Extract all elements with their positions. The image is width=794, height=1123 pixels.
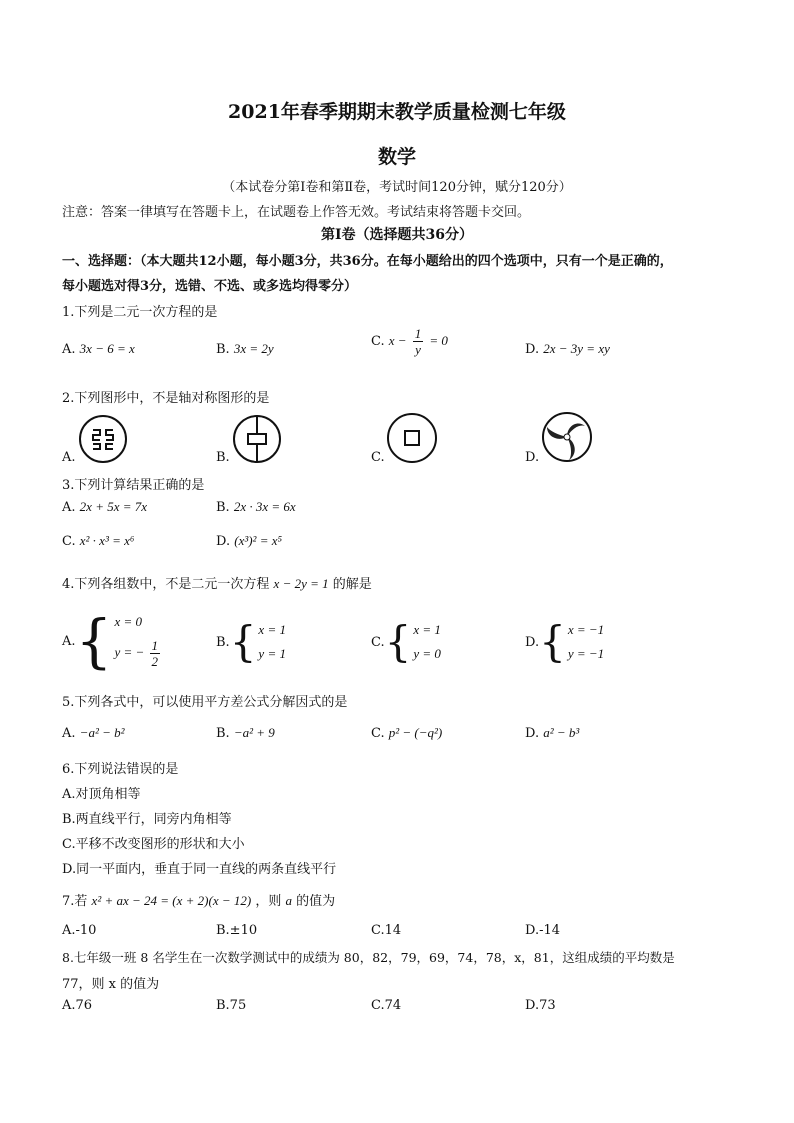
- q5-option-d: [525, 725, 579, 741]
- q1-b-label: B.: [216, 342, 230, 357]
- q7-option-c: C.14: [371, 923, 402, 938]
- q4-stem: [62, 573, 372, 592]
- q1-a-label: A.: [62, 342, 76, 357]
- q1-stem: 1.下列是二元一次方程的是: [62, 305, 218, 320]
- q6-option-d: D.同一平面内，垂直于同一直线的两条直线平行: [62, 862, 337, 877]
- q7-stem: [62, 890, 335, 909]
- q4-a-label: A.: [62, 633, 76, 649]
- q4-stem-pre: 4.下列各组数中，不是二元一次方程: [62, 577, 270, 592]
- q1-d-label: D.: [525, 342, 540, 357]
- notice-text: 注意：答案一律填写在答题卡上，在试题卷上作答无效。考试结束将答题卡交回。: [62, 205, 531, 220]
- q5-a-label: A.: [62, 726, 76, 741]
- q4-stem-eq: x − 2y = 1: [273, 576, 329, 591]
- q5-stem: 5.下列各式中，可以使用平方差公式分解因式的是: [62, 695, 348, 710]
- q3-option-b: [216, 499, 296, 515]
- q8-option-a: A.76: [62, 998, 93, 1013]
- q6-option-a: A.对顶角相等: [62, 787, 141, 802]
- q5-b-label: B.: [216, 726, 230, 741]
- q3-b-label: B.: [216, 500, 230, 515]
- q3-a-expr: 2x + 5x = 7x: [79, 499, 148, 514]
- q5-option-c: [371, 725, 442, 741]
- q2-b-label: B.: [216, 450, 230, 465]
- q2-stem: 2.下列图形中，不是轴对称图形的是: [62, 391, 270, 406]
- swirl-pinwheel-icon: [540, 410, 594, 464]
- q8-stem-line2: 77，则 x 的值为: [62, 977, 160, 992]
- q1-d-expr: 2x − 3y = xy: [543, 341, 610, 356]
- q7-option-a: A.-10: [62, 923, 97, 938]
- q4-a-line1: x = 0: [114, 613, 142, 629]
- q4-c-line2: y = 0: [413, 646, 441, 661]
- q8-option-d: D.73: [525, 998, 556, 1013]
- q2-c-label: C.: [371, 450, 385, 465]
- q5-d-label: D.: [525, 726, 540, 741]
- q1-c-denominator: y: [415, 342, 421, 357]
- q7-option-b: B.±10: [216, 923, 258, 938]
- q4-d-line2: y = −1: [567, 646, 605, 661]
- q3-option-d: [216, 533, 282, 549]
- subject-title: 数学: [377, 146, 416, 168]
- q4-stem-post: 的解是: [332, 577, 372, 592]
- q8-option-c: C.74: [371, 998, 402, 1013]
- q3-c-label: C.: [62, 534, 76, 549]
- coin-square-hole-icon: [386, 412, 438, 464]
- q5-c-label: C.: [371, 726, 385, 741]
- q6-option-b: B.两直线平行，同旁内角相等: [62, 812, 232, 827]
- q1-option-c: [371, 326, 448, 357]
- q3-d-expr: (x³)² = x⁵: [234, 533, 283, 548]
- q3-c-expr: x² · x³ = x⁶: [79, 533, 135, 548]
- q5-option-b: [216, 725, 275, 741]
- q4-b-label: B.: [216, 634, 230, 650]
- q5-d-expr: a² − b³: [543, 725, 580, 740]
- q4-option-d: D. { x = −1 y = −1: [525, 617, 605, 666]
- q4-option-b: B. { x = 1 y = 1: [216, 617, 286, 666]
- q6-option-c: C.平移不改变图形的形状和大小: [62, 837, 245, 852]
- q4-a-line2: y = − $\frac{1}{2}$: [114, 637, 159, 669]
- q5-option-a: [62, 725, 125, 741]
- q1-c-post: = 0: [429, 333, 448, 348]
- q1-c-label: C.: [371, 334, 385, 349]
- q2-a-label: A.: [62, 450, 76, 465]
- q3-b-expr: 2x · 3x = 6x: [233, 499, 296, 514]
- q4-b-line2: y = 1: [258, 646, 286, 661]
- q7-stem-eq: x² + ax − 24 = (x + 2)(x − 12): [91, 893, 252, 908]
- q1-a-expr: 3x − 6 = x: [79, 341, 135, 356]
- q4-c-line1: x = 1: [413, 622, 441, 637]
- q3-stem: 3.下列计算结果正确的是: [62, 478, 205, 493]
- q7-stem-mid: ，则: [255, 894, 282, 909]
- q3-option-a: [62, 499, 147, 515]
- q5-a-expr: −a² − b²: [79, 725, 125, 740]
- exam-info: （本试卷分第Ⅰ卷和第Ⅱ卷，考试时间120分钟，赋分120分）: [222, 180, 572, 195]
- q5-b-expr: −a² + 9: [233, 725, 275, 740]
- q3-a-label: A.: [62, 500, 76, 515]
- q4-d-label: D.: [525, 634, 540, 650]
- q3-d-label: D.: [216, 534, 231, 549]
- q1-c-pre: x −: [388, 333, 407, 348]
- q1-c-numerator: 1: [414, 326, 422, 341]
- exam-title: 2021年春季期期末教学质量检测七年级: [228, 101, 566, 123]
- q4-d-line1: x = −1: [567, 622, 605, 637]
- q1-c-fraction: [413, 326, 424, 357]
- section-heading-line2: 每小题选对得3分，选错、不选、或多选均得零分）: [62, 279, 358, 294]
- q7-stem-post: 的值为: [296, 894, 336, 909]
- q5-c-expr: p² − (−q²): [388, 725, 443, 740]
- q6-stem: 6.下列说法错误的是: [62, 762, 179, 777]
- q4-c-label: C.: [371, 634, 385, 650]
- coin-square-pattern-icon: [78, 414, 128, 464]
- q7-option-d: D.-14: [525, 923, 561, 938]
- q8-stem-line1: 8.七年级一班 8 名学生在一次数学测试中的成绩为 80，82，79，69，74，78，x，81，这组成绩的平均数是: [62, 950, 675, 965]
- q1-option-b: [216, 341, 274, 357]
- q4-option-c: C. { x = 1 y = 0: [371, 617, 441, 666]
- q4-b-line1: x = 1: [258, 622, 286, 637]
- coin-bar-icon: [232, 414, 282, 464]
- q3-option-c: [62, 533, 134, 549]
- q1-option-d: [525, 341, 610, 357]
- q8-option-b: B.75: [216, 998, 247, 1013]
- q7-stem-pre: 7.若: [62, 894, 88, 909]
- q1-b-expr: 3x = 2y: [233, 341, 274, 356]
- section-heading-line1: 一、选择题：（本大题共12小题，每小题3分，共36分。在每小题给出的四个选项中，只有一个是正确的，: [62, 254, 673, 269]
- q7-stem-var: a: [285, 893, 292, 908]
- q1-option-a: [62, 341, 135, 357]
- q2-d-label: D.: [525, 450, 540, 465]
- q4-option-a: A. { x = 0 y = − $\frac{1}{2}$: [62, 612, 162, 670]
- volume-heading: 第Ⅰ卷（选择题共36分）: [320, 227, 474, 243]
